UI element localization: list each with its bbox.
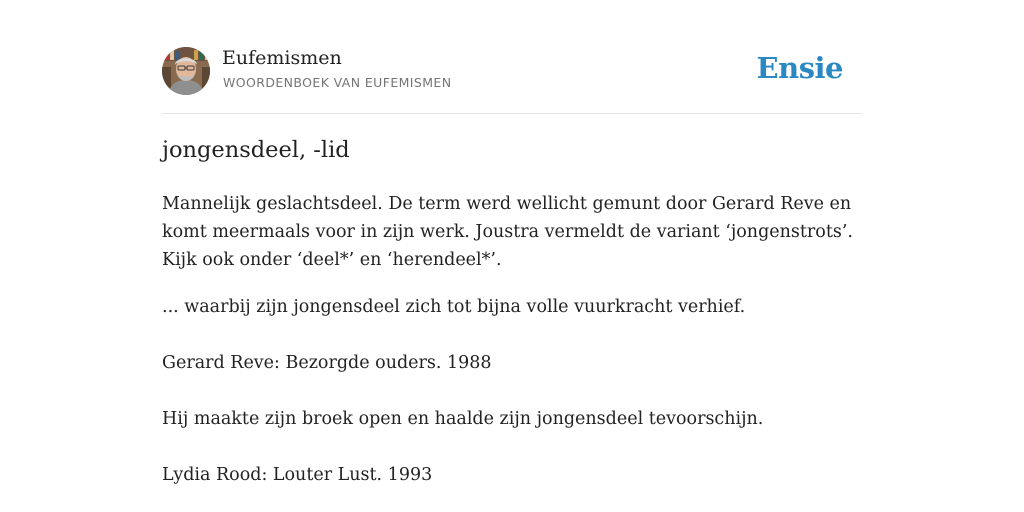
author-portrait-icon bbox=[162, 47, 210, 95]
brand-logo[interactable]: Ensie bbox=[756, 51, 843, 85]
header bbox=[162, 46, 862, 96]
quote-text: Hij maakte zijn broek open en haalde zijn jongensdeel tevoorschijn. bbox=[162, 409, 764, 429]
header-divider bbox=[162, 113, 862, 114]
entry-term: jongensdeel, -lid bbox=[162, 137, 350, 163]
site-subtitle: WOORDENBOEK VAN EUFEMISMEN bbox=[223, 75, 452, 90]
entry-definition: Mannelijk geslachtsdeel. De term werd wellicht gemunt door Gerard Reve en komt meermaals voor in zijn werk. Joustra vermeldt de variant ‘jongenstrots’. Kijk ook onder ‘deel*’ en ‘herendeel*’. bbox=[162, 194, 853, 270]
quote-source: Lydia Rood: Louter Lust. 1993 bbox=[162, 465, 433, 485]
quote-text: ... waarbij zijn jongensdeel zich tot bijna volle vuurkracht verhief. bbox=[162, 297, 746, 317]
quote-source: Gerard Reve: Bezorgde ouders. 1988 bbox=[162, 353, 492, 373]
site-name[interactable]: Eufemismen bbox=[222, 47, 342, 69]
avatar[interactable] bbox=[162, 47, 210, 95]
